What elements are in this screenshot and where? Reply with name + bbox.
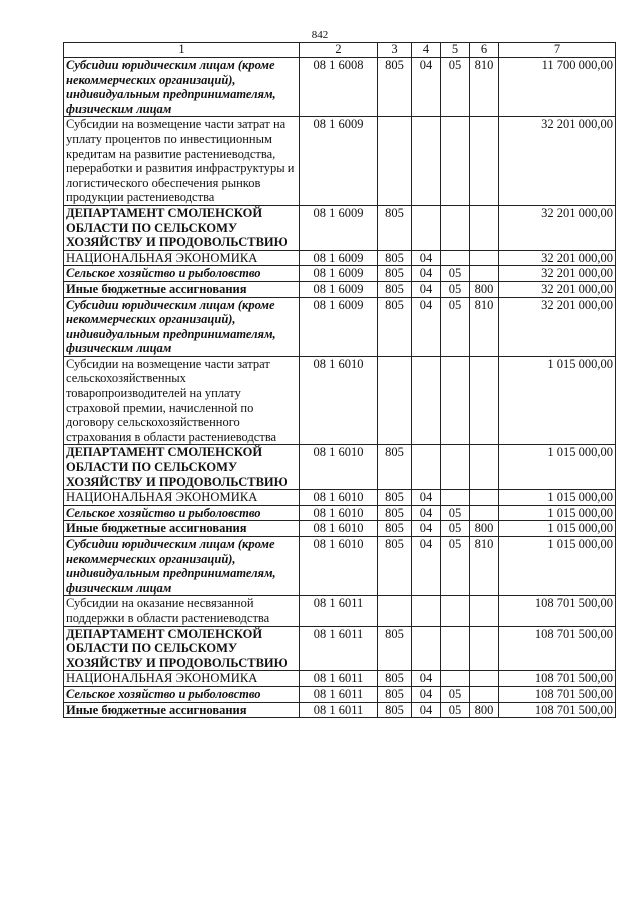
row-col3-cell: 805: [378, 58, 412, 117]
row-col4-cell: [412, 117, 441, 206]
row-col3-cell: 805: [378, 537, 412, 596]
row-amount-cell: 1 015 000,00: [499, 445, 616, 490]
row-col5-cell: [441, 250, 470, 266]
row-col5-cell: 05: [441, 297, 470, 356]
row-col5-cell: [441, 626, 470, 671]
row-col3-cell: 805: [378, 626, 412, 671]
row-col5-cell: [441, 490, 470, 506]
row-name-cell: Субсидии юридическим лицам (кроме некоммерческих организаций), индивидуальным предпринимателям, физическим лицам: [64, 297, 300, 356]
row-code-cell: 08 1 6008: [300, 58, 378, 117]
table-row: [64, 297, 616, 356]
row-col6-cell: 800: [470, 702, 499, 718]
column-header-6: 6: [470, 43, 499, 58]
table-row: [64, 505, 616, 521]
row-col6-cell: 810: [470, 537, 499, 596]
row-col6-cell: 810: [470, 297, 499, 356]
row-col3-cell: 805: [378, 205, 412, 250]
row-amount-cell: 108 701 500,00: [499, 702, 616, 718]
row-amount-cell: 1 015 000,00: [499, 537, 616, 596]
row-name-cell: НАЦИОНАЛЬНАЯ ЭКОНОМИКА: [64, 671, 300, 687]
row-col5-cell: [441, 596, 470, 626]
row-col6-cell: [470, 445, 499, 490]
row-col4-cell: 04: [412, 671, 441, 687]
row-col4-cell: 04: [412, 521, 441, 537]
table-row: [64, 117, 616, 206]
page-number: 842: [311, 29, 329, 41]
row-name-cell: Субсидии на оказание несвязанной поддержки в области растениеводства: [64, 596, 300, 626]
row-col5-cell: 05: [441, 521, 470, 537]
row-code-cell: 08 1 6009: [300, 281, 378, 297]
row-code-cell: 08 1 6009: [300, 297, 378, 356]
row-col3-cell: 805: [378, 521, 412, 537]
row-code-cell: 08 1 6010: [300, 490, 378, 506]
row-name-cell: Сельское хозяйство и рыболовство: [64, 686, 300, 702]
row-col6-cell: [470, 117, 499, 206]
row-amount-cell: 108 701 500,00: [499, 596, 616, 626]
table-row: [64, 626, 616, 671]
row-col6-cell: [470, 671, 499, 687]
row-col3-cell: 805: [378, 702, 412, 718]
row-name-cell: Иные бюджетные ассигнования: [64, 281, 300, 297]
row-col3-cell: 805: [378, 266, 412, 282]
row-name-cell: Сельское хозяйство и рыболовство: [64, 266, 300, 282]
row-amount-cell: 108 701 500,00: [499, 671, 616, 687]
row-amount-cell: 32 201 000,00: [499, 205, 616, 250]
row-name-cell: Субсидии юридическим лицам (кроме некоммерческих организаций), индивидуальным предпринимателям, физическим лицам: [64, 58, 300, 117]
row-col5-cell: [441, 671, 470, 687]
row-col5-cell: 05: [441, 537, 470, 596]
row-code-cell: 08 1 6009: [300, 117, 378, 206]
row-code-cell: 08 1 6011: [300, 702, 378, 718]
table-row: [64, 521, 616, 537]
row-amount-cell: 32 201 000,00: [499, 266, 616, 282]
row-name-cell: Субсидии на возмещение части затрат сельскохозяйственных товаропроизводителей на уплату страховой премии, начисленной по договору сельскохозяйственного страхования в области растениеводства: [64, 356, 300, 445]
row-amount-cell: 108 701 500,00: [499, 686, 616, 702]
row-code-cell: 08 1 6009: [300, 205, 378, 250]
row-name-cell: НАЦИОНАЛЬНАЯ ЭКОНОМИКА: [64, 250, 300, 266]
row-col5-cell: 05: [441, 266, 470, 282]
row-amount-cell: 32 201 000,00: [499, 281, 616, 297]
row-amount-cell: 32 201 000,00: [499, 297, 616, 356]
row-col4-cell: 04: [412, 505, 441, 521]
table-row: [64, 250, 616, 266]
column-header-3: 3: [378, 43, 412, 58]
row-col4-cell: 04: [412, 686, 441, 702]
row-col3-cell: [378, 117, 412, 206]
column-header-2: 2: [300, 43, 378, 58]
row-col4-cell: 04: [412, 58, 441, 117]
table-row: [64, 281, 616, 297]
row-code-cell: 08 1 6010: [300, 356, 378, 445]
row-amount-cell: 108 701 500,00: [499, 626, 616, 671]
row-col4-cell: 04: [412, 297, 441, 356]
row-code-cell: 08 1 6010: [300, 537, 378, 596]
row-col6-cell: [470, 205, 499, 250]
row-col3-cell: 805: [378, 686, 412, 702]
row-code-cell: 08 1 6010: [300, 445, 378, 490]
row-col5-cell: 05: [441, 58, 470, 117]
row-code-cell: 08 1 6011: [300, 671, 378, 687]
row-col3-cell: 805: [378, 297, 412, 356]
row-col4-cell: 04: [412, 702, 441, 718]
row-name-cell: Субсидии на возмещение части затрат на уплату процентов по инвестиционным кредитам на развитие растениеводства, переработки и развития инфраструктуры и логистического обеспечения рынков продукции растениеводства: [64, 117, 300, 206]
row-amount-cell: 1 015 000,00: [499, 521, 616, 537]
row-code-cell: 08 1 6010: [300, 505, 378, 521]
row-name-cell: НАЦИОНАЛЬНАЯ ЭКОНОМИКА: [64, 490, 300, 506]
row-name-cell: ДЕПАРТАМЕНТ СМОЛЕНСКОЙ ОБЛАСТИ ПО СЕЛЬСКОМУ ХОЗЯЙСТВУ И ПРОДОВОЛЬСТВИЮ: [64, 445, 300, 490]
row-col3-cell: 805: [378, 445, 412, 490]
row-col6-cell: [470, 250, 499, 266]
table-row: [64, 537, 616, 596]
row-col3-cell: 805: [378, 281, 412, 297]
row-amount-cell: 32 201 000,00: [499, 117, 616, 206]
row-name-cell: ДЕПАРТАМЕНТ СМОЛЕНСКОЙ ОБЛАСТИ ПО СЕЛЬСКОМУ ХОЗЯЙСТВУ И ПРОДОВОЛЬСТВИЮ: [64, 626, 300, 671]
row-col6-cell: 800: [470, 281, 499, 297]
row-col5-cell: [441, 117, 470, 206]
row-col4-cell: [412, 445, 441, 490]
row-code-cell: 08 1 6009: [300, 266, 378, 282]
row-col4-cell: 04: [412, 281, 441, 297]
table-row: [64, 356, 616, 445]
row-amount-cell: 1 015 000,00: [499, 490, 616, 506]
row-col3-cell: 805: [378, 671, 412, 687]
row-col6-cell: [470, 596, 499, 626]
table-row: [64, 490, 616, 506]
row-code-cell: 08 1 6010: [300, 521, 378, 537]
row-name-cell: Иные бюджетные ассигнования: [64, 521, 300, 537]
row-col6-cell: [470, 356, 499, 445]
row-col5-cell: 05: [441, 505, 470, 521]
table-row: [64, 686, 616, 702]
row-col5-cell: 05: [441, 686, 470, 702]
table-row: [64, 596, 616, 626]
row-col4-cell: [412, 626, 441, 671]
row-col6-cell: [470, 505, 499, 521]
row-name-cell: Иные бюджетные ассигнования: [64, 702, 300, 718]
row-col3-cell: [378, 596, 412, 626]
row-col4-cell: 04: [412, 266, 441, 282]
row-col6-cell: [470, 686, 499, 702]
column-header-7: 7: [499, 43, 616, 58]
table-row: [64, 205, 616, 250]
row-col4-cell: [412, 596, 441, 626]
row-name-cell: ДЕПАРТАМЕНТ СМОЛЕНСКОЙ ОБЛАСТИ ПО СЕЛЬСКОМУ ХОЗЯЙСТВУ И ПРОДОВОЛЬСТВИЮ: [64, 205, 300, 250]
row-amount-cell: 32 201 000,00: [499, 250, 616, 266]
column-header-1: 1: [64, 43, 300, 58]
row-col5-cell: [441, 205, 470, 250]
row-name-cell: Субсидии юридическим лицам (кроме некоммерческих организаций), индивидуальным предпринимателям, физическим лицам: [64, 537, 300, 596]
row-amount-cell: 1 015 000,00: [499, 356, 616, 445]
row-col4-cell: 04: [412, 490, 441, 506]
row-col6-cell: [470, 266, 499, 282]
row-col6-cell: [470, 490, 499, 506]
row-col3-cell: 805: [378, 505, 412, 521]
row-col5-cell: 05: [441, 702, 470, 718]
table-row: [64, 58, 616, 117]
row-code-cell: 08 1 6011: [300, 686, 378, 702]
column-header-5: 5: [441, 43, 470, 58]
row-col5-cell: [441, 356, 470, 445]
row-col6-cell: [470, 626, 499, 671]
row-col3-cell: 805: [378, 250, 412, 266]
table-body: [64, 58, 616, 718]
row-name-cell: Сельское хозяйство и рыболовство: [64, 505, 300, 521]
row-amount-cell: 1 015 000,00: [499, 505, 616, 521]
row-col4-cell: 04: [412, 250, 441, 266]
row-col6-cell: 800: [470, 521, 499, 537]
table-row: [64, 266, 616, 282]
row-col5-cell: [441, 445, 470, 490]
row-amount-cell: 11 700 000,00: [499, 58, 616, 117]
row-col6-cell: 810: [470, 58, 499, 117]
row-col3-cell: [378, 356, 412, 445]
row-code-cell: 08 1 6009: [300, 250, 378, 266]
row-col4-cell: 04: [412, 537, 441, 596]
table-row: [64, 445, 616, 490]
table-row: [64, 702, 616, 718]
table-row: [64, 671, 616, 687]
header-row: [64, 43, 616, 58]
row-col4-cell: [412, 205, 441, 250]
row-col3-cell: 805: [378, 490, 412, 506]
row-code-cell: 08 1 6011: [300, 596, 378, 626]
column-header-4: 4: [412, 43, 441, 58]
row-code-cell: 08 1 6011: [300, 626, 378, 671]
row-col4-cell: [412, 356, 441, 445]
budget-table: [63, 42, 616, 718]
row-col5-cell: 05: [441, 281, 470, 297]
